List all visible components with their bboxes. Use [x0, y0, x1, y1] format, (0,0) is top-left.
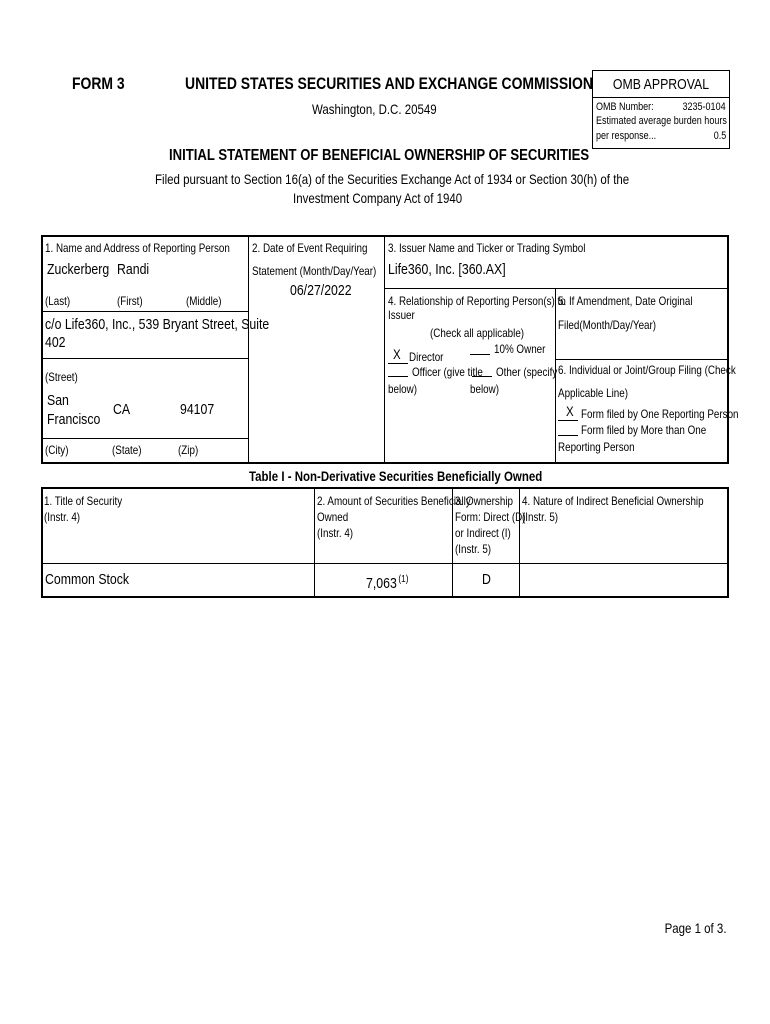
middle-label: (Middle): [186, 294, 222, 308]
director-label: Director: [409, 350, 444, 364]
table1-col3-header-line4: (Instr. 5): [455, 542, 492, 556]
ten-percent-owner-label: 10% Owner: [494, 342, 546, 356]
omb-per-response-label: per response...: [596, 130, 657, 142]
amendment-heading: 5. If Amendment, Date Original: [558, 294, 693, 308]
table1-col3-header-line1: 3. Ownership: [455, 494, 513, 508]
filed-pursuant-line1: Filed pursuant to Section 16(a) of the Securities Exchange Act of 1934 or Section 30(h) of the: [155, 171, 630, 187]
relationship-heading-line2: Issuer: [388, 308, 415, 322]
table1-col2-header-line1: 2. Amount of Securities Beneficially: [317, 494, 471, 508]
omb-per-response-value: 0.5: [713, 130, 726, 142]
other-label-below: below): [470, 382, 499, 396]
one-person-label: Form filed by One Reporting Person: [581, 407, 739, 421]
event-date-heading: 2. Date of Event Requiring: [252, 241, 368, 255]
more-persons-label2: Reporting Person: [558, 440, 635, 454]
one-person-checkmark[interactable]: X: [566, 403, 574, 419]
city-line2: Francisco: [47, 411, 101, 428]
officer-label: Officer (give title: [412, 365, 483, 379]
filed-pursuant-line2: Investment Company Act of 1940: [293, 190, 463, 206]
table1-col4-header-line1: 4. Nature of Indirect Beneficial Ownership: [522, 494, 704, 508]
omb-title: OMB APPROVAL: [612, 76, 710, 93]
issuer-value: Life360, Inc. [360.AX]: [388, 261, 506, 278]
agency-location: Washington, D.C. 20549: [312, 101, 437, 117]
street-label: (Street): [45, 370, 78, 384]
more-persons-label1: Form filed by More than One: [581, 423, 707, 437]
city-label: (City): [45, 443, 69, 457]
event-date-value: 06/27/2022: [290, 282, 352, 299]
table1-col2-header-line3: (Instr. 4): [317, 526, 354, 540]
omb-approval-box: [592, 70, 730, 149]
director-checkmark[interactable]: X: [393, 346, 401, 362]
table1-row-amount-footnote: (1): [398, 574, 409, 585]
table1-col1-header-line1: 1. Title of Security: [44, 494, 123, 508]
table1-title: Table I - Non-Derivative Securities Beneficially Owned: [249, 468, 543, 484]
table1-col4-header-line2: (Instr. 5): [522, 510, 559, 524]
issuer-heading: 3. Issuer Name and Ticker or Trading Symbol: [388, 241, 586, 255]
city-line1: San: [47, 392, 69, 409]
table1-col3-header-line2: Form: Direct (D): [455, 510, 526, 524]
agency-title: UNITED STATES SECURITIES AND EXCHANGE COMMISSION: [185, 74, 593, 93]
reporting-person-heading: 1. Name and Address of Reporting Person: [45, 241, 230, 255]
document-title: INITIAL STATEMENT OF BENEFICIAL OWNERSHIP OF SECURITIES: [169, 147, 590, 164]
first-label: (First): [117, 294, 143, 308]
last-label: (Last): [45, 294, 71, 308]
omb-number-value: 3235-0104: [682, 101, 726, 113]
filing-heading: 6. Individual or Joint/Group Filing (Check: [558, 363, 736, 377]
check-all-applicable: (Check all applicable): [430, 326, 525, 340]
table1-row-form: D: [482, 571, 491, 588]
officer-label-below: below): [388, 382, 417, 396]
zip-value: 94107: [180, 401, 215, 418]
state-value: CA: [113, 401, 131, 418]
other-label: Other (specify: [496, 365, 558, 379]
omb-burden-label: Estimated average burden hours: [596, 115, 727, 127]
form-label: FORM 3: [72, 74, 125, 93]
page-number: Page 1 of 3.: [665, 920, 727, 936]
omb-number-label: OMB Number:: [596, 101, 654, 113]
relationship-heading-line1: 4. Relationship of Reporting Person(s) to: [388, 294, 566, 308]
table1-row-title: Common Stock: [45, 571, 130, 588]
zip-label: (Zip): [178, 443, 199, 457]
reporting-first-name: Randi: [117, 261, 150, 278]
table1-col2-header-line2: Owned: [317, 510, 349, 524]
table1-row-amount: [366, 571, 408, 593]
table1-col3-header-line3: or Indirect (I): [455, 526, 511, 540]
event-date-subheading: Statement (Month/Day/Year): [252, 264, 377, 278]
table1-row-amount-value: 7,063: [366, 575, 397, 592]
street-line1: c/o Life360, Inc., 539 Bryant Street, Suite: [45, 316, 270, 333]
reporting-last-name: Zuckerberg: [47, 261, 110, 278]
street-line2: 402: [45, 334, 66, 351]
table1-col1-header-line2: (Instr. 4): [44, 510, 81, 524]
amendment-subheading: Filed(Month/Day/Year): [558, 318, 657, 332]
state-label: (State): [112, 443, 142, 457]
filing-subheading: Applicable Line): [558, 386, 629, 400]
